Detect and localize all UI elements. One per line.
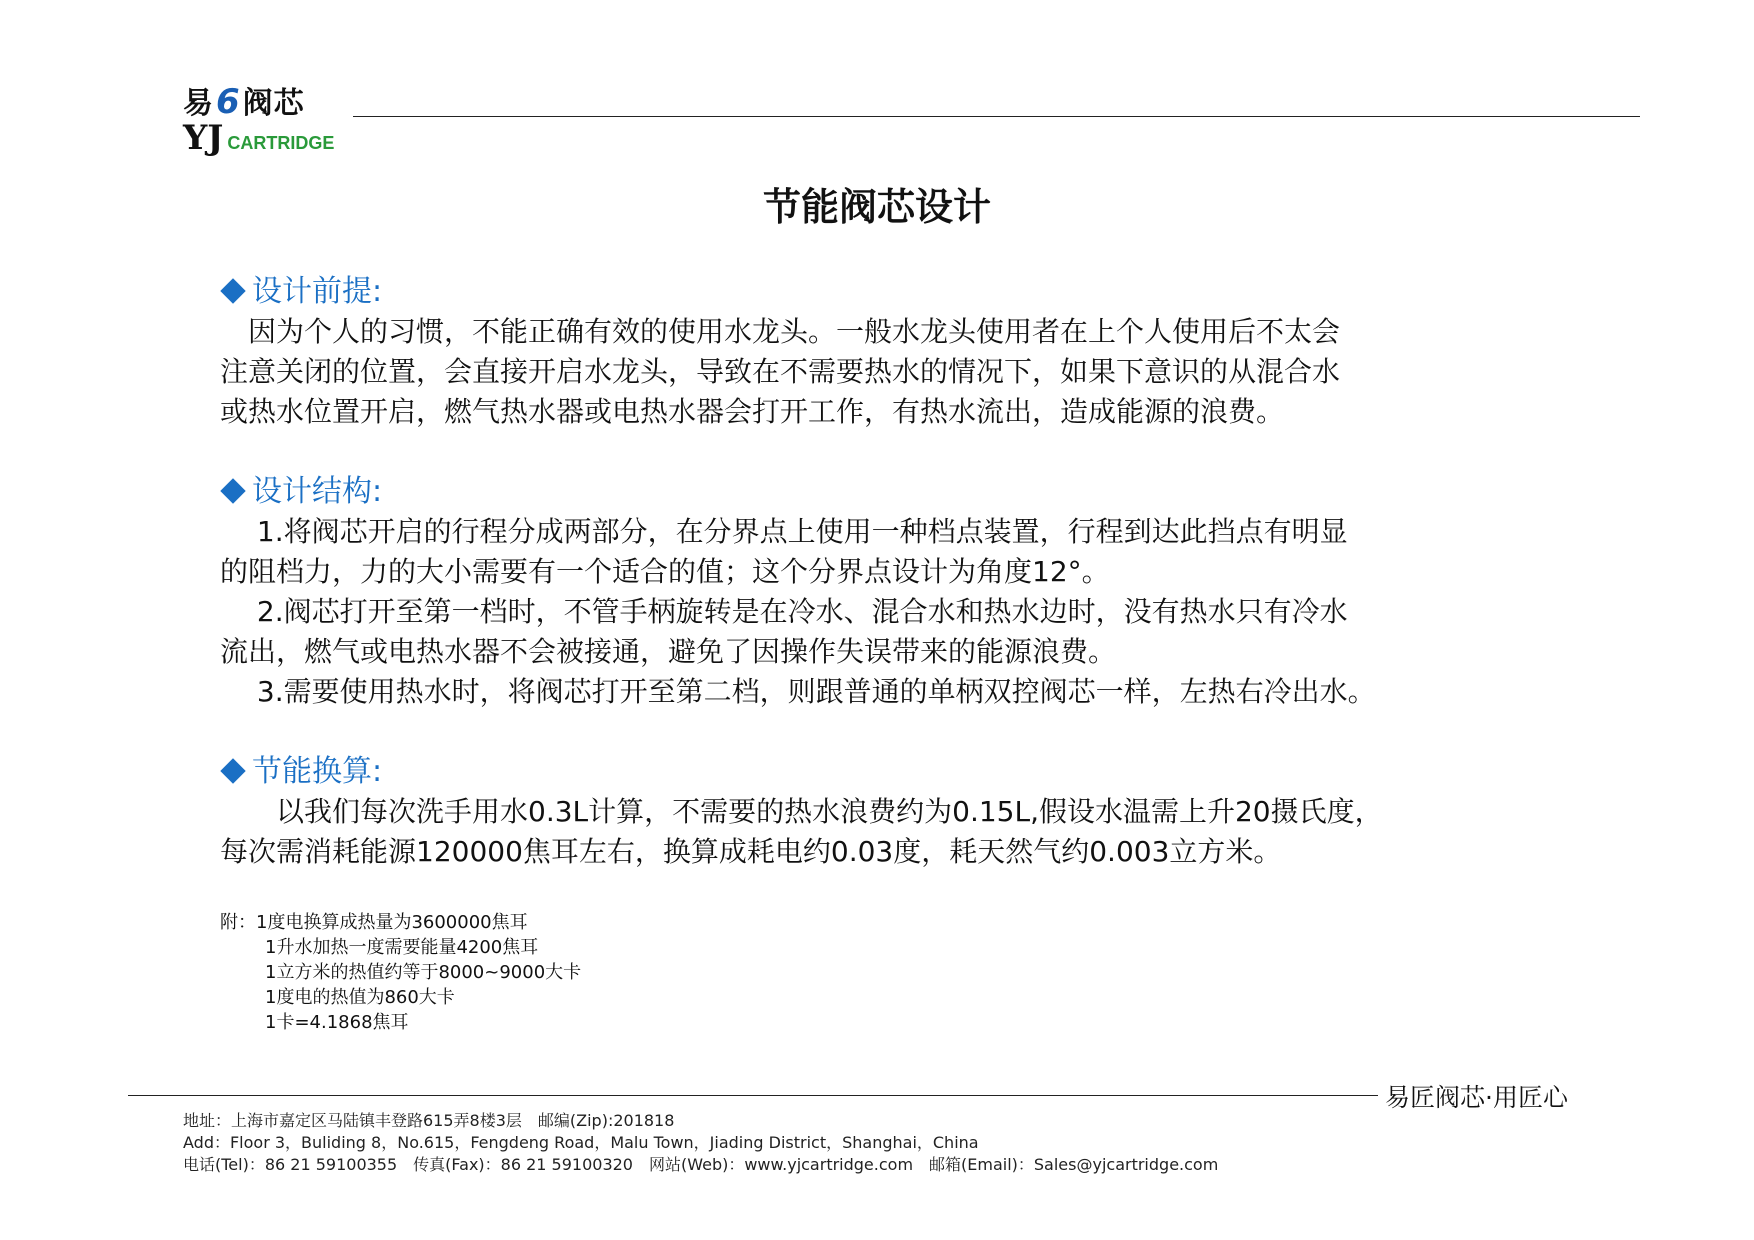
section-heading: [220, 752, 1640, 792]
body-line: 1.将阀芯开启的行程分成两部分，在分界点上使用一种档点装置，行程到达此挡点有明显: [220, 515, 1348, 548]
note-line: 附：1度电换算成热量为3600000焦耳: [220, 912, 528, 933]
footer-address-en: Add：Floor 3，Buliding 8，No.615，Fengdeng Road，Malu Town，Jiading District，Shanghai，China: [183, 1133, 979, 1152]
note-line: 1度电的热值为860大卡: [265, 987, 455, 1008]
page-title: 节能阀芯设计: [762, 185, 991, 229]
note-line: 1立方米的热值约等于8000~9000大卡: [265, 962, 582, 983]
logo-char-left: 易: [183, 86, 214, 121]
body-line: 注意关闭的位置，会直接开启水龙头，导致在不需要热水的情况下，如果下意识的从混合水: [220, 355, 1341, 388]
body-line: 3.需要使用热水时，将阀芯打开至第二档，则跟普通的单柄双控阀芯一样，左热右冷出水。: [220, 675, 1376, 708]
logo-mark-icon: 6: [216, 82, 241, 122]
body-line: 因为个人的习惯，不能正确有效的使用水龙头。一般水龙头使用者在上个人使用后不太会: [220, 315, 1341, 348]
section-energy: [220, 752, 1640, 872]
logo-english: [183, 118, 334, 158]
logo-yj: YJ: [183, 118, 224, 158]
company-logo: [183, 78, 353, 160]
footer-address: 地址：上海市嘉定区马陆镇丰登路615弄8楼3层 邮编(Zip):201818: [183, 1111, 675, 1130]
section-structure: [220, 472, 1640, 712]
note-line: 1升水加热一度需要能量4200焦耳: [265, 937, 539, 958]
logo-chinese: [183, 78, 305, 122]
diamond-bullet-icon: [220, 278, 245, 303]
body-line: 或热水位置开启，燃气热水器或电热水器会打开工作，有热水流出，造成能源的浪费。: [220, 395, 1285, 428]
slogan: 易匠阀芯·用匠心: [1385, 1083, 1568, 1112]
diamond-bullet-icon: [220, 758, 245, 783]
section-body: [220, 792, 1640, 872]
contact-footer: [183, 1110, 1218, 1176]
appendix-note: [220, 910, 581, 1035]
footer-divider: [128, 1095, 1378, 1096]
body-line: 的阻档力，力的大小需要有一个适合的值；这个分界点设计为角度12°。: [220, 555, 1110, 588]
body-line: 2.阀芯打开至第一档时，不管手柄旋转是在冷水、混合水和热水边时，没有热水只有冷水: [220, 595, 1348, 628]
body-line: 流出，燃气或电热水器不会被接通，避免了因操作失误带来的能源浪费。: [220, 635, 1117, 668]
body-line: 以我们每次洗手用水0.3L计算，不需要的热水浪费约为0.15L,假设水温需上升20摄氏度，: [220, 795, 1383, 828]
logo-cartridge: CARTRIDGE: [227, 133, 335, 153]
section-body: [220, 512, 1640, 712]
heading-text: 设计结构:: [252, 474, 383, 509]
logo-char-right: 阀芯: [242, 86, 305, 121]
heading-text: 设计前提:: [252, 274, 383, 309]
body-line: 每次需消耗能源120000焦耳左右，换算成耗电约0.03度，耗天然气约0.003立方米。: [220, 835, 1282, 868]
section-heading: [220, 272, 1640, 312]
section-premise: [220, 272, 1640, 432]
section-body: [220, 312, 1640, 432]
diamond-bullet-icon: [220, 478, 245, 503]
note-line: 1卡=4.1868焦耳: [265, 1012, 409, 1033]
header-divider: [353, 116, 1640, 117]
section-heading: [220, 472, 1640, 512]
heading-text: 节能换算:: [252, 754, 383, 789]
footer-contacts: 电话(Tel)：86 21 59100355 传真(Fax)：86 21 59100320 网站(Web)：www.yjcartridge.com 邮箱(Email)：Sales@yjcartridge.com: [183, 1155, 1219, 1174]
